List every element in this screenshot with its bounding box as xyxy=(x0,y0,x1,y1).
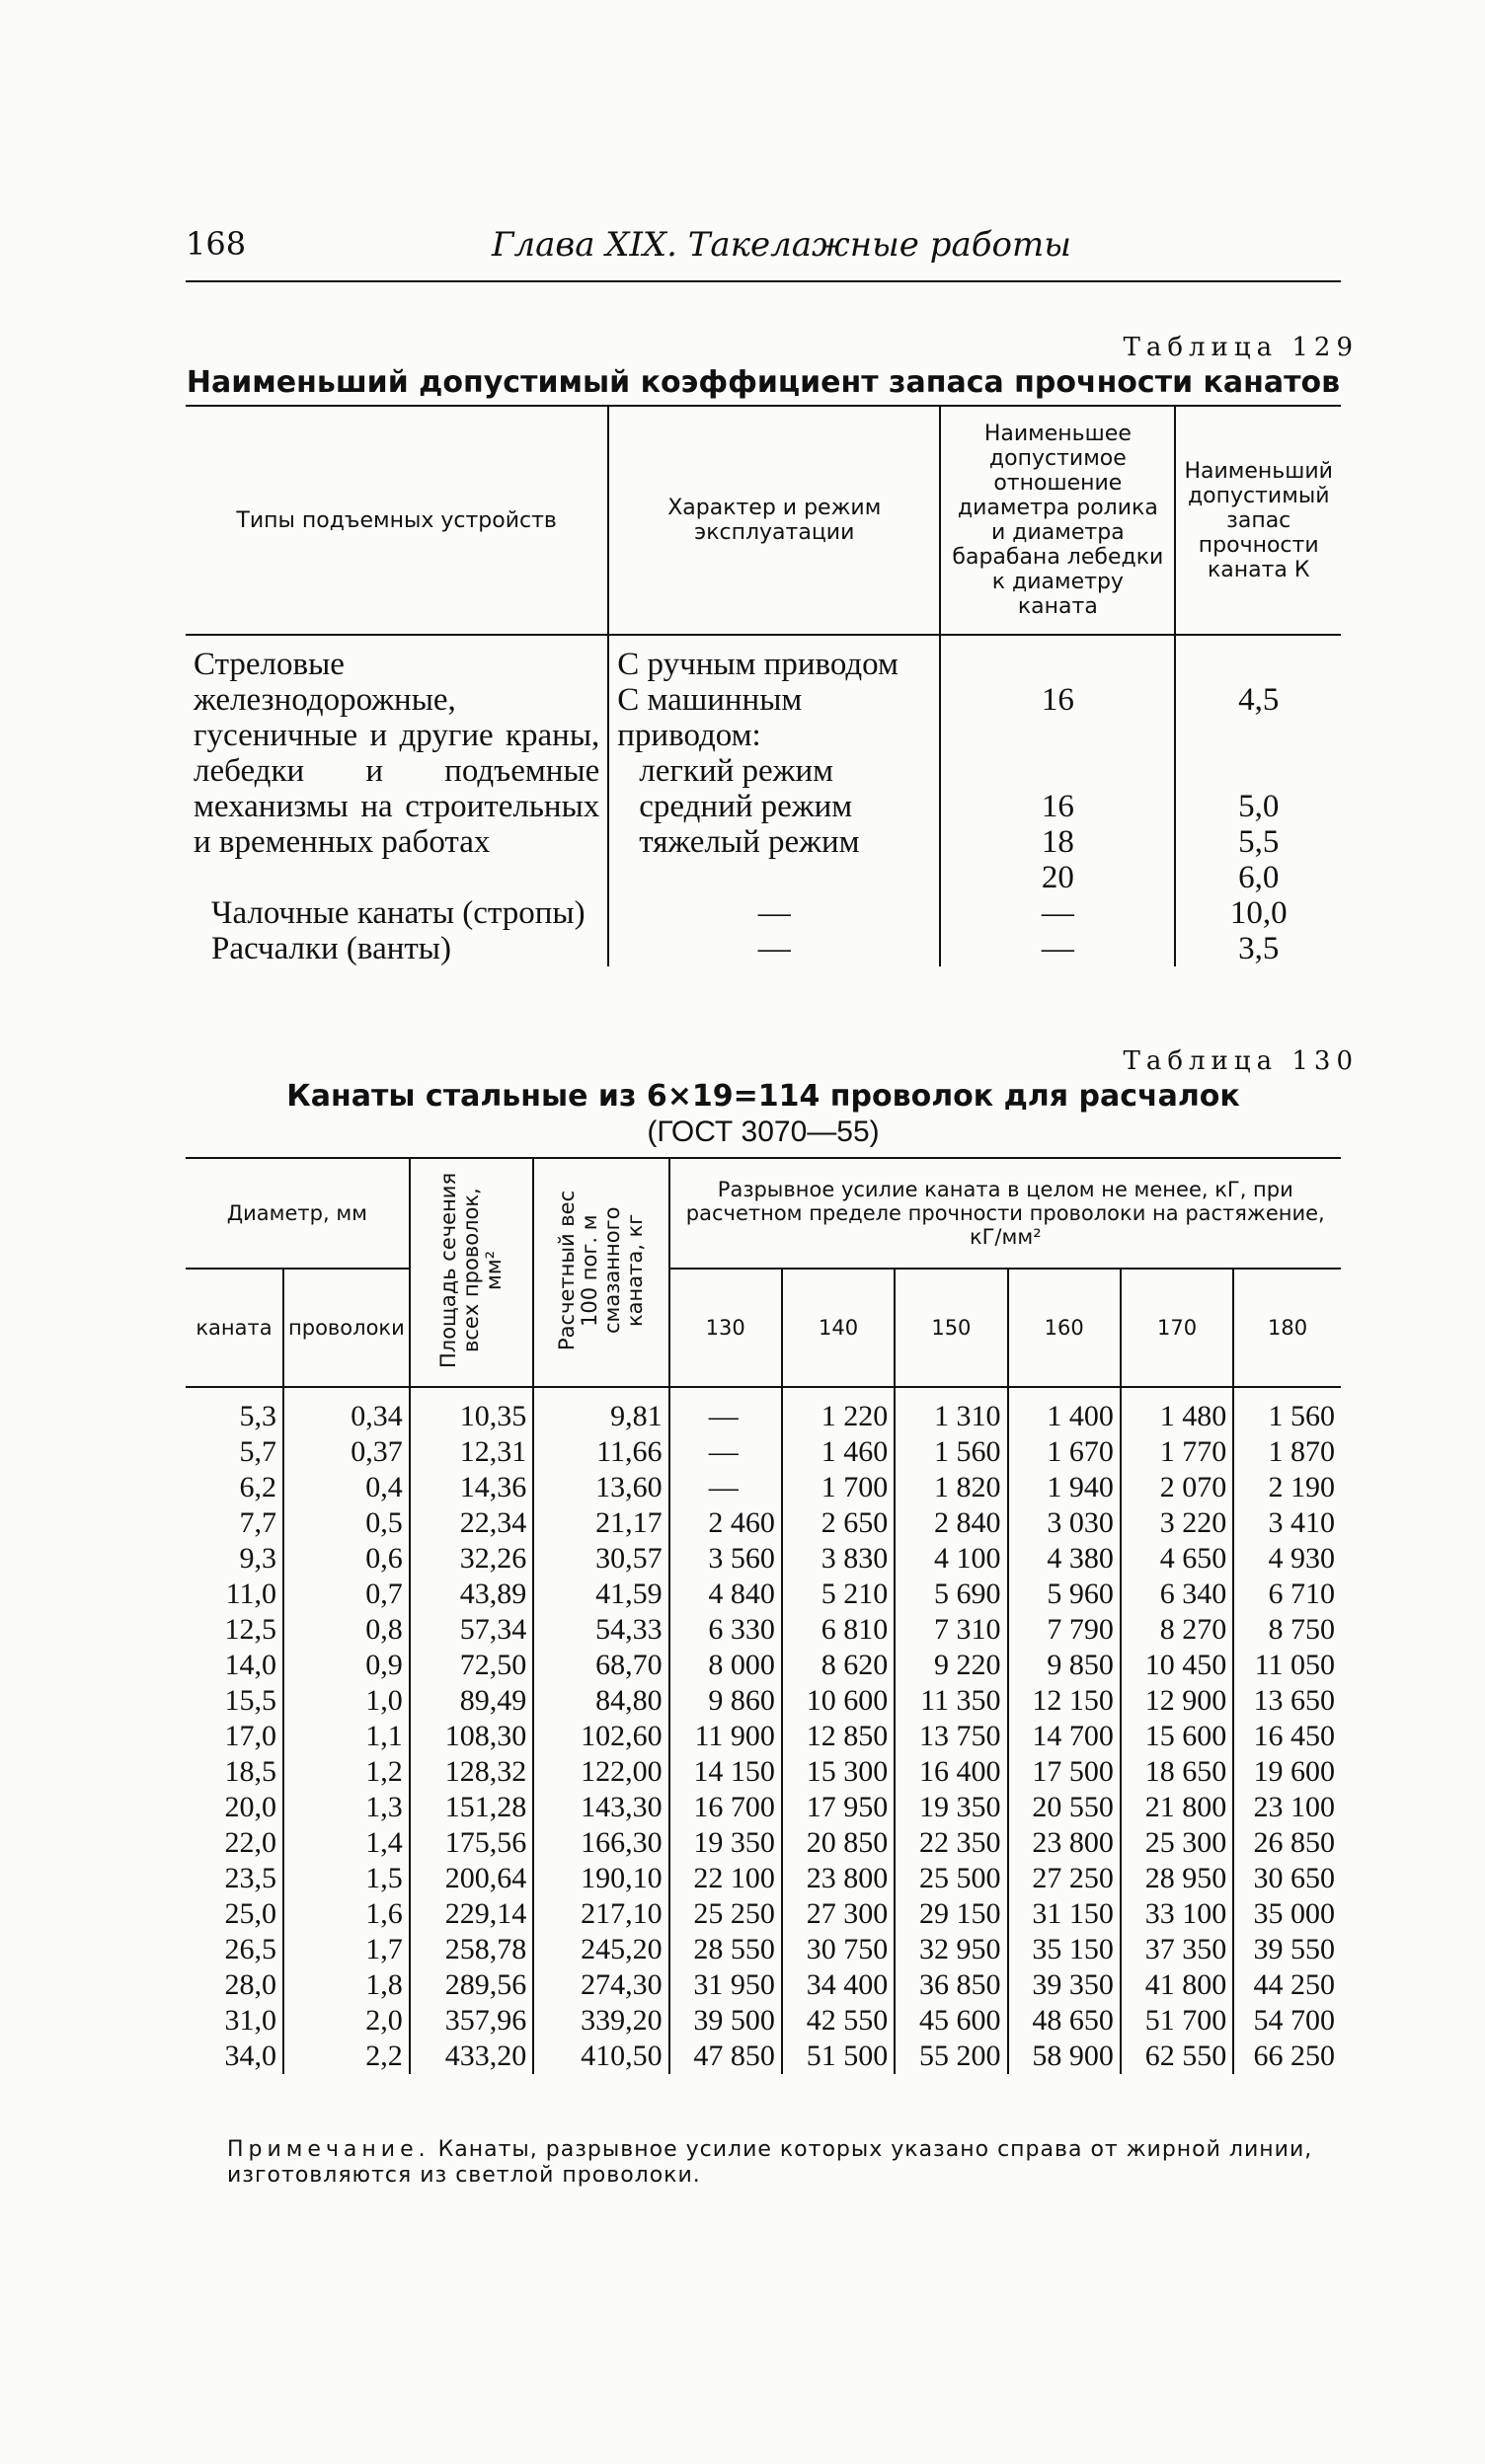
table-cell: 15,5 xyxy=(224,1684,277,1717)
table-cell: 2,2 xyxy=(283,2039,410,2074)
table-cell: 21 800 xyxy=(1121,1790,1233,1825)
table-cell: 6,2 xyxy=(239,1471,277,1503)
table-cell: 245,20 xyxy=(533,1932,668,1967)
table-129-header-row xyxy=(186,406,1341,635)
table-cell: 8 000 xyxy=(669,1648,782,1683)
table-cell: 2 070 xyxy=(1121,1470,1233,1505)
table-cell: 9,81 xyxy=(533,1399,668,1434)
table-cell: 1 870 xyxy=(1233,1434,1341,1470)
table-cell: 2 190 xyxy=(1233,1470,1341,1505)
table-cell: 66 250 xyxy=(1233,2039,1341,2074)
table-cell: 27 250 xyxy=(1008,1861,1121,1896)
table-cell: 12,5 xyxy=(224,1613,277,1646)
table-cell: 1 400 xyxy=(1008,1399,1121,1434)
table-cell: 0,6 xyxy=(283,1541,410,1577)
table-cell: 6 710 xyxy=(1233,1577,1341,1612)
table-cell: 22 100 xyxy=(669,1861,782,1896)
table-cell: 11,0 xyxy=(225,1578,277,1610)
table-cell: 31 950 xyxy=(669,1967,782,2003)
table-cell: 0,4 xyxy=(283,1470,410,1505)
table-cell: 2 840 xyxy=(895,1505,1007,1541)
col-strength-130: 130 xyxy=(669,1269,782,1387)
table-cell: 19 350 xyxy=(895,1790,1007,1825)
table-cell: 0,37 xyxy=(283,1434,410,1470)
table-cell: 1 480 xyxy=(1121,1399,1233,1434)
table-cell: 433,20 xyxy=(410,2039,533,2074)
table-cell: 34,0 xyxy=(224,2040,277,2072)
col-strength-140: 140 xyxy=(782,1269,895,1387)
table-cell: 102,60 xyxy=(533,1719,668,1754)
table-cell: 1,1 xyxy=(283,1719,410,1754)
col-strength-160: 160 xyxy=(1008,1269,1121,1387)
col-strength-170: 170 xyxy=(1121,1269,1233,1387)
table-row xyxy=(186,1861,1341,1896)
table-row xyxy=(186,1434,1341,1470)
table-row xyxy=(186,1470,1341,1505)
table-cell: 16 450 xyxy=(1233,1719,1341,1754)
col-safety-factor: Наименьший допустимый запас прочности каната К xyxy=(1175,406,1341,635)
table-130-body xyxy=(186,1399,1341,2074)
table-cell: 7 790 xyxy=(1008,1612,1121,1648)
table-cell: 289,56 xyxy=(410,1967,533,2003)
table-cell: 22 350 xyxy=(895,1825,1007,1861)
table-cell: 17,0 xyxy=(224,1720,277,1752)
table-cell: 26 850 xyxy=(1233,1825,1341,1861)
table-cell: 229,14 xyxy=(410,1896,533,1932)
chapter-title: Глава XIX. Такелажные работы xyxy=(492,225,1071,265)
table-cell: 200,64 xyxy=(410,1861,533,1896)
table-cell: 1,0 xyxy=(283,1683,410,1719)
table-cell: 1 460 xyxy=(782,1434,895,1470)
table-cell: 23,5 xyxy=(224,1862,277,1894)
ratio-light: 16 xyxy=(1041,789,1074,824)
k-medium: 5,5 xyxy=(1238,824,1280,860)
table-cell: 1 770 xyxy=(1121,1434,1233,1470)
table-cell: 108,30 xyxy=(410,1719,533,1754)
table-cell: 4 650 xyxy=(1121,1541,1233,1577)
table-cell: 17 950 xyxy=(782,1790,895,1825)
col-strength-150: 150 xyxy=(895,1269,1007,1387)
table-row xyxy=(186,1612,1341,1648)
table-row xyxy=(186,1896,1341,1932)
table-cell: 175,56 xyxy=(410,1825,533,1861)
table-cell: 11 900 xyxy=(669,1719,782,1754)
table-cell: 0,7 xyxy=(283,1577,410,1612)
table-cell: 35 000 xyxy=(1233,1896,1341,1932)
table-cell: 5 960 xyxy=(1008,1577,1121,1612)
table-cell: 15 600 xyxy=(1121,1719,1233,1754)
table-cell: 68,70 xyxy=(533,1648,668,1683)
table-cell: 274,30 xyxy=(533,1967,668,2003)
col-weight: Расчетный вес 100 пог. м смазанного каната, кг xyxy=(554,1190,647,1350)
table-cell: 25 300 xyxy=(1121,1825,1233,1861)
table-cell: 26,5 xyxy=(224,1933,277,1965)
table-cell: 15 300 xyxy=(782,1754,895,1790)
table-cell: 166,30 xyxy=(533,1825,668,1861)
table-cell: 10,35 xyxy=(410,1399,533,1434)
table-cell: — xyxy=(669,1470,782,1505)
table-cell: 84,80 xyxy=(533,1683,668,1719)
table-cell: 39 550 xyxy=(1233,1932,1341,1967)
table-cell: 2,0 xyxy=(283,2003,410,2039)
table-cell: 51 500 xyxy=(782,2039,895,2074)
table-cell: 43,89 xyxy=(410,1577,533,1612)
table-130-subtitle: (ГОСТ 3070—55) xyxy=(647,1116,880,1148)
table-row xyxy=(186,1541,1341,1577)
col-breaking-force: Разрывное усилие каната в целом не менее, кГ, при расчетном пределе прочности проволоки на растяжение, кГ/мм² xyxy=(669,1158,1341,1269)
table-cell: 3 830 xyxy=(782,1541,895,1577)
table-row xyxy=(186,1399,1341,1434)
table-row: Расчалки (ванты) — — 3,5 xyxy=(186,931,1341,966)
table-cell: 13 650 xyxy=(1233,1683,1341,1719)
table-cell: 1 820 xyxy=(895,1470,1007,1505)
table-row xyxy=(186,1648,1341,1683)
table-cell: 54,33 xyxy=(533,1612,668,1648)
table-cell: 21,17 xyxy=(533,1505,668,1541)
table-cell: 0,9 xyxy=(283,1648,410,1683)
table-cell: 57,34 xyxy=(410,1612,533,1648)
table-row xyxy=(186,647,1341,895)
table-cell: 31 150 xyxy=(1008,1896,1121,1932)
mode-light: легкий режим xyxy=(639,753,834,789)
table-cell: 357,96 xyxy=(410,2003,533,2039)
table-cell: 10 600 xyxy=(782,1683,895,1719)
table-row xyxy=(186,1790,1341,1825)
table-cell: 35 150 xyxy=(1008,1932,1121,1967)
table-row xyxy=(186,1719,1341,1754)
table-cell: 23 800 xyxy=(782,1861,895,1896)
table-row xyxy=(186,2003,1341,2039)
table-row xyxy=(186,1505,1341,1541)
header-rule xyxy=(186,280,1341,282)
k-manual: 4,5 xyxy=(1238,682,1280,718)
table-cell: 34 400 xyxy=(782,1967,895,2003)
table-cell: 1 310 xyxy=(895,1399,1007,1434)
table-cell: 1 670 xyxy=(1008,1434,1121,1470)
table-cell: 1,2 xyxy=(283,1754,410,1790)
table-cell: 12 150 xyxy=(1008,1683,1121,1719)
table-cell: 1,4 xyxy=(283,1825,410,1861)
table-cell: 217,10 xyxy=(533,1896,668,1932)
table-cell: 89,49 xyxy=(410,1683,533,1719)
table-cell: 14,0 xyxy=(224,1649,277,1681)
table-cell: 10 450 xyxy=(1121,1648,1233,1683)
ratio-medium: 18 xyxy=(1041,824,1074,860)
table-cell: 1 940 xyxy=(1008,1470,1121,1505)
table-cell: 12,31 xyxy=(410,1434,533,1470)
ratio-heavy: 20 xyxy=(1041,860,1074,895)
table-cell: 4 380 xyxy=(1008,1541,1121,1577)
table-cell: 3 030 xyxy=(1008,1505,1121,1541)
table-cell: 17 500 xyxy=(1008,1754,1121,1790)
table-cell: 41,59 xyxy=(533,1577,668,1612)
table-cell: 8 620 xyxy=(782,1648,895,1683)
table-129-title: Наименьший допустимый коэффициент запаса прочности канатов xyxy=(186,365,1341,400)
table-cell: — xyxy=(669,1399,782,1434)
col-rope: каната xyxy=(195,1316,273,1340)
table-row: Чалочные канаты (стропы) — — 10,0 xyxy=(186,895,1341,931)
table-cell: 27 300 xyxy=(782,1896,895,1932)
table-cell: 4 930 xyxy=(1233,1541,1341,1577)
mode-medium: средний режим xyxy=(639,789,853,824)
table-cell: 12 850 xyxy=(782,1719,895,1754)
table-cell: 58 900 xyxy=(1008,2039,1121,2074)
table-cell: — xyxy=(669,1434,782,1470)
table-row xyxy=(186,1577,1341,1612)
table-cell: 1,8 xyxy=(283,1967,410,2003)
table-cell: 30,57 xyxy=(533,1541,668,1577)
table-cell: 11 050 xyxy=(1233,1648,1341,1683)
device-type-slings: Чалочные канаты (стропы) xyxy=(211,895,586,931)
table-cell: 72,50 xyxy=(410,1648,533,1683)
table-cell: 190,10 xyxy=(533,1861,668,1896)
table-cell: 48 650 xyxy=(1008,2003,1121,2039)
table-cell: 32,26 xyxy=(410,1541,533,1577)
table-cell: 20 850 xyxy=(782,1825,895,1861)
table-cell: 28,0 xyxy=(224,1968,277,2001)
table-cell: 1 560 xyxy=(1233,1399,1341,1434)
table-cell: 3 220 xyxy=(1121,1505,1233,1541)
table-cell: 25 250 xyxy=(669,1896,782,1932)
table-cell: 31,0 xyxy=(224,2004,277,2037)
table-row xyxy=(186,1754,1341,1790)
table-cell: 128,32 xyxy=(410,1754,533,1790)
table-row xyxy=(186,1825,1341,1861)
table-cell: 1,3 xyxy=(283,1790,410,1825)
table-cell: 151,28 xyxy=(410,1790,533,1825)
table-cell: 25 500 xyxy=(895,1861,1007,1896)
table-row xyxy=(186,1932,1341,1967)
table-cell: 2 460 xyxy=(669,1505,782,1541)
table-cell: 22,0 xyxy=(224,1826,277,1859)
table-cell: 25,0 xyxy=(224,1897,277,1930)
table-cell: 28 950 xyxy=(1121,1861,1233,1896)
table-cell: 45 600 xyxy=(895,2003,1007,2039)
table-cell: 9 850 xyxy=(1008,1648,1121,1683)
col-device-types: Типы подъемных устройств xyxy=(236,507,557,533)
table-cell: 41 800 xyxy=(1121,1967,1233,2003)
table-cell: 258,78 xyxy=(410,1932,533,1967)
table-130-title: Канаты стальные из 6×19=114 проволок для расчалок xyxy=(286,1079,1240,1114)
table-cell: 20 550 xyxy=(1008,1790,1121,1825)
table-note xyxy=(227,2137,1341,2189)
table-row xyxy=(186,1683,1341,1719)
table-cell: 19 600 xyxy=(1233,1754,1341,1790)
table-cell: 29 150 xyxy=(895,1896,1007,1932)
col-wire: проволоки xyxy=(283,1269,410,1387)
table-cell: 28 550 xyxy=(669,1932,782,1967)
table-cell: 5 690 xyxy=(895,1577,1007,1612)
table-cell: 37 350 xyxy=(1121,1932,1233,1967)
table-cell: 16 400 xyxy=(895,1754,1007,1790)
table-cell: 0,5 xyxy=(283,1505,410,1541)
table-cell: 2 650 xyxy=(782,1505,895,1541)
table-cell: 6 340 xyxy=(1121,1577,1233,1612)
table-cell: 5,7 xyxy=(239,1435,277,1468)
device-type-cranes: Стреловые железнодорожные, гусеничные и другие краны, лебедки и подъемные механизмы на строительных и временных работах xyxy=(194,647,600,860)
table-130 xyxy=(186,1157,1341,2074)
table-cell: 39 350 xyxy=(1008,1967,1121,2003)
table-cell: 44 250 xyxy=(1233,1967,1341,2003)
table-cell: 7,7 xyxy=(239,1506,277,1539)
col-diameter: Диаметр, мм xyxy=(186,1158,410,1269)
device-type-guys: Расчалки (ванты) xyxy=(211,931,451,966)
table-cell: 9 220 xyxy=(895,1648,1007,1683)
col-area: Площадь сечения всех проволок, мм² xyxy=(436,1172,506,1368)
table-cell: 33 100 xyxy=(1121,1896,1233,1932)
table-row xyxy=(186,1967,1341,2003)
table-cell: 19 350 xyxy=(669,1825,782,1861)
table-cell: 54 700 xyxy=(1233,2003,1341,2039)
table-cell: 20,0 xyxy=(224,1791,277,1823)
table-cell: 39 500 xyxy=(669,2003,782,2039)
table-cell: 1,7 xyxy=(283,1932,410,1967)
table-cell: 143,30 xyxy=(533,1790,668,1825)
table-cell: 16 700 xyxy=(669,1790,782,1825)
table-cell: 1,5 xyxy=(283,1861,410,1896)
table-cell: 3 560 xyxy=(669,1541,782,1577)
table-cell: 62 550 xyxy=(1121,2039,1233,2074)
table-cell: 13 750 xyxy=(895,1719,1007,1754)
table-cell: 22,34 xyxy=(410,1505,533,1541)
table-cell: 0,8 xyxy=(283,1612,410,1648)
table-cell: 14 150 xyxy=(669,1754,782,1790)
table-cell: 18 650 xyxy=(1121,1754,1233,1790)
table-cell: 1 560 xyxy=(895,1434,1007,1470)
table-cell: 30 750 xyxy=(782,1932,895,1967)
table-cell: 14 700 xyxy=(1008,1719,1121,1754)
col-operation-mode: Характер и режим эксплуатации xyxy=(608,406,940,635)
note-text: Канаты, разрывное усилие которых указано справа от жирной линии, изготовляются из светлой проволоки. xyxy=(227,2137,1313,2188)
table-cell: 410,50 xyxy=(533,2039,668,2074)
mode-machine: С машинным приводом: xyxy=(617,682,803,753)
table-cell: 1,6 xyxy=(283,1896,410,1932)
table-cell: 9 860 xyxy=(669,1683,782,1719)
table-cell: 11,66 xyxy=(533,1434,668,1470)
table-cell: 51 700 xyxy=(1121,2003,1233,2039)
table-cell: 13,60 xyxy=(533,1470,668,1505)
table-cell: 47 850 xyxy=(669,2039,782,2074)
table-cell: 5 210 xyxy=(782,1577,895,1612)
table-cell: 339,20 xyxy=(533,2003,668,2039)
table-cell: 55 200 xyxy=(895,2039,1007,2074)
table-cell: 42 550 xyxy=(782,2003,895,2039)
table-129-label: Таблица 129 xyxy=(1123,333,1359,362)
table-cell: 4 840 xyxy=(669,1577,782,1612)
table-row xyxy=(186,2039,1341,2074)
col-strength-180: 180 xyxy=(1233,1269,1341,1387)
table-cell: 9,3 xyxy=(239,1542,277,1575)
mode-manual: С ручным приводом xyxy=(617,647,899,682)
table-cell: 11 350 xyxy=(895,1683,1007,1719)
k-heavy: 6,0 xyxy=(1238,860,1280,895)
table-cell: 23 100 xyxy=(1233,1790,1341,1825)
table-cell: 32 950 xyxy=(895,1932,1007,1967)
table-cell: 36 850 xyxy=(895,1967,1007,2003)
table-cell: 30 650 xyxy=(1233,1861,1341,1896)
table-cell: 12 900 xyxy=(1121,1683,1233,1719)
table-cell: 6 810 xyxy=(782,1612,895,1648)
k-light: 5,0 xyxy=(1238,789,1280,824)
table-cell: 7 310 xyxy=(895,1612,1007,1648)
mode-heavy: тяжелый режим xyxy=(639,824,860,860)
table-cell: 3 410 xyxy=(1233,1505,1341,1541)
table-cell: 18,5 xyxy=(224,1755,277,1788)
table-cell: 0,34 xyxy=(283,1399,410,1434)
table-130-label: Таблица 130 xyxy=(1123,1046,1359,1076)
table-cell: 122,00 xyxy=(533,1754,668,1790)
table-cell: 4 100 xyxy=(895,1541,1007,1577)
table-cell: 5,3 xyxy=(239,1400,277,1432)
table-cell: 14,36 xyxy=(410,1470,533,1505)
table-cell: 8 750 xyxy=(1233,1612,1341,1648)
table-cell: 23 800 xyxy=(1008,1825,1121,1861)
table-cell: 8 270 xyxy=(1121,1612,1233,1648)
ratio-manual: 16 xyxy=(1041,682,1074,718)
table-129 xyxy=(186,405,1341,966)
table-cell: 1 700 xyxy=(782,1470,895,1505)
table-cell: 1 220 xyxy=(782,1399,895,1434)
page-number: 168 xyxy=(186,225,247,263)
note-label: Примечание. xyxy=(227,2137,430,2162)
col-diameter-ratio: Наименьшее допустимое отношение диаметра ролика и диаметра барабана лебедки к диаметру каната xyxy=(940,406,1175,635)
table-cell: 6 330 xyxy=(669,1612,782,1648)
